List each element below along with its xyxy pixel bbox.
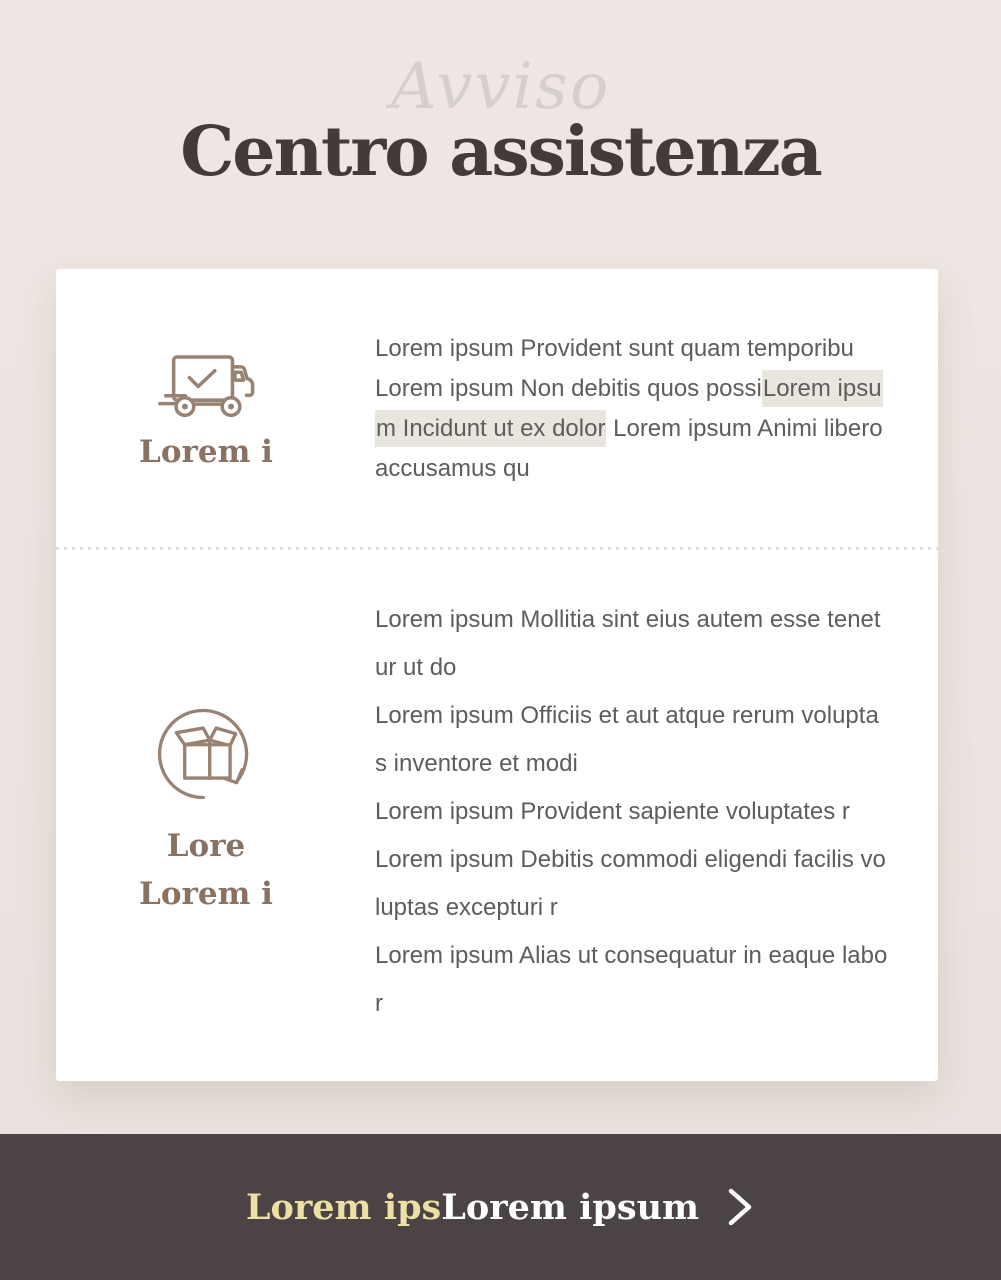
footer-link-accent: Lorem ips (245, 1186, 442, 1228)
text-line (375, 980, 887, 1028)
text-line (375, 644, 887, 692)
text-segment: Lorem ipsum Non debitis quos possi (375, 375, 762, 402)
category-label-line: Lorem i (139, 434, 273, 470)
returns-category-label (139, 822, 273, 918)
text-line (375, 369, 883, 409)
text-line (375, 932, 887, 980)
text-line (375, 788, 887, 836)
text-segment: Lorem ipsum Animi libero (606, 415, 883, 442)
content-card (56, 269, 938, 1081)
overlay-script-word: Avviso (390, 50, 611, 124)
highlighted-link-text[interactable]: Lorem ipsu (762, 370, 883, 407)
highlighted-link-text[interactable]: m Incidunt ut ex dolor (375, 410, 606, 447)
text-line (375, 836, 887, 884)
text-line (375, 740, 887, 788)
shipping-info-section (56, 269, 938, 547)
returns-category (56, 550, 356, 1028)
text-segment: s inventore et modi (375, 750, 578, 777)
text-segment: Lorem ipsum Mollitia sint eius autem esse tenet (375, 606, 881, 633)
shipping-category (56, 269, 356, 547)
text-line (375, 329, 883, 369)
shipping-category-label (139, 432, 273, 472)
text-segment: Lorem ipsum Debitis commodi eligendi facilis vo (375, 846, 886, 873)
text-segment: Lorem ipsum Alias ut consequatur in eaque labo (375, 942, 888, 969)
text-segment: ur ut do (375, 654, 457, 681)
footer-bar (0, 1134, 1001, 1280)
shipping-text (356, 269, 941, 547)
text-segment: Lorem ipsum Officiis et aut atque rerum volupta (375, 702, 879, 729)
text-line (375, 884, 887, 932)
footer-link-main: Lorem ipsum (441, 1186, 700, 1228)
text-line (375, 449, 883, 489)
footer-link[interactable] (246, 1185, 755, 1229)
text-segment: accusamus qu (375, 455, 530, 482)
text-line (375, 692, 887, 740)
text-line (375, 596, 887, 644)
text-segment: Lorem ipsum Provident sunt quam temporibu (375, 335, 854, 362)
text-segment: r (375, 990, 383, 1017)
chevron-right-icon (723, 1185, 755, 1229)
text-segment: Lorem ipsum Provident sapiente voluptates r (375, 798, 850, 825)
category-label-line: Lorem i (139, 876, 273, 912)
returns-text (356, 550, 945, 1028)
returns-info-section (56, 550, 938, 1028)
text-line (375, 409, 883, 449)
page-title: Centro assistenza (180, 112, 821, 192)
category-label-line: Lore (166, 828, 246, 864)
help-center-header (0, 0, 1001, 240)
truck-check-icon (155, 347, 257, 422)
text-segment: luptas excepturi r (375, 894, 558, 921)
box-return-icon (156, 702, 256, 806)
